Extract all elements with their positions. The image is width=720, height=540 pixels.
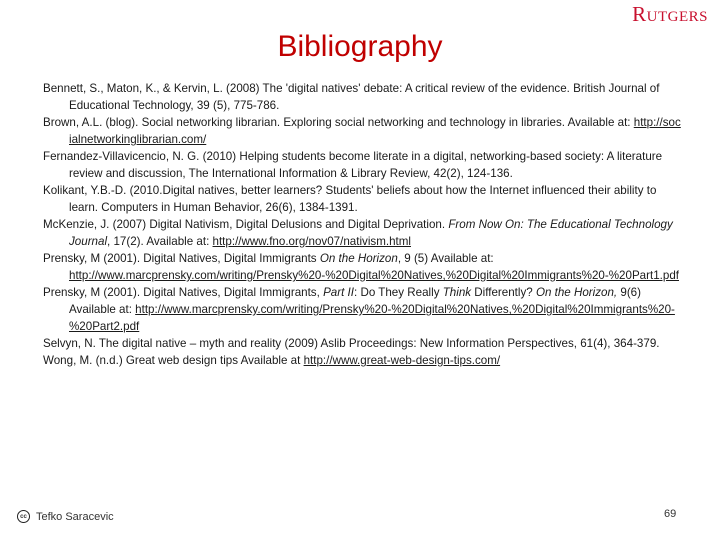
reference-item-brown <box>43 114 683 148</box>
reference-text: 9(6) Available at: <box>69 286 641 316</box>
page-title: Bibliography <box>277 30 443 63</box>
journal-title: From Now On: The Educational Technology Journal <box>69 218 673 248</box>
reference-text: Prensky, M (2001). Digital Natives, Digital Immigrants <box>43 252 320 265</box>
reference-item-prensky-2 <box>43 284 683 335</box>
journal-title: On the Horizon <box>319 252 398 265</box>
reference-link[interactable]: http://socialnetworkinglibrarian.com/ <box>69 116 681 146</box>
reference-text: Brown, A.L. (blog). Social networking librarian. Exploring social networking and technology in libraries. Available at: <box>43 116 634 129</box>
reference-text: , 17(2). Available at: <box>107 235 213 248</box>
reference-text: Kolikant, Y.B.-D. (2010.Digital natives, better learners? Students' beliefs about how the Internet influenced their ability to learn. Computers in Human Behavior, 26(6), 1384-1391. <box>43 184 657 214</box>
reference-link[interactable]: http://www.marcprensky.com/writing/Prensky%20-%20Digital%20Natives,%20Digital%20Immigrants%20-%20Part2.pdf <box>69 303 675 333</box>
reference-text: , 9 (5) Available at: <box>397 252 494 265</box>
reference-text: Wong, M. (n.d.) Great web design tips Available at <box>43 354 304 367</box>
reference-list <box>43 80 683 369</box>
journal-title: On the Horizon, <box>535 286 618 299</box>
reference-text: Selvyn, N. The digital native – myth and reality (2009) Aslib Proceedings: New Information Perspectives, 61(4), 364-379. <box>43 337 660 350</box>
reference-item-selvyn <box>43 335 683 352</box>
cc-icon: cc <box>17 510 30 523</box>
reference-item-wong <box>43 352 683 369</box>
reference-item-kolikant <box>43 182 683 216</box>
part-title: Part II <box>323 286 354 299</box>
reference-item-mckenzie <box>43 216 683 250</box>
reference-link[interactable]: http://www.fno.org/nov07/nativism.html <box>212 235 411 248</box>
page-number: 69 <box>664 508 677 520</box>
reference-link[interactable]: http://www.great-web-design-tips.com/ <box>303 354 501 367</box>
slide-footer <box>17 510 114 523</box>
reference-text: McKenzie, J. (2007) Digital Nativism, Digital Delusions and Digital Deprivation. <box>43 218 449 231</box>
reference-item-prensky-1 <box>43 250 683 284</box>
reference-text: : Do They Really <box>354 286 443 299</box>
reference-item-bennett <box>43 80 683 114</box>
reference-text: Prensky, M (2001). Digital Natives, Digital Immigrants, <box>43 286 324 299</box>
reference-item-fernandez <box>43 148 683 182</box>
author-name: Tefko Saracevic <box>36 510 114 523</box>
rutgers-logo: Rutgers <box>632 2 708 26</box>
reference-link[interactable]: http://www.marcprensky.com/writing/Prensky%20-%20Digital%20Natives,%20Digital%20Immigrants%20-%20Part1.pdf <box>69 269 679 282</box>
reference-text: Fernandez-Villavicencio, N. G. (2010) Helping students become literate in a digital, networking-based society: A literature review and discussion, The International Information & Library Review, 42(2), 124-136. <box>43 150 663 180</box>
reference-text: Differently? <box>471 286 536 299</box>
emphasis-word: Think <box>442 286 472 299</box>
reference-text: Bennett, S., Maton, K., & Kervin, L. (2008) The 'digital natives' debate: A critical review of the evidence. British Journal of Educational Technology, 39 (5), 775-786. <box>43 82 660 112</box>
